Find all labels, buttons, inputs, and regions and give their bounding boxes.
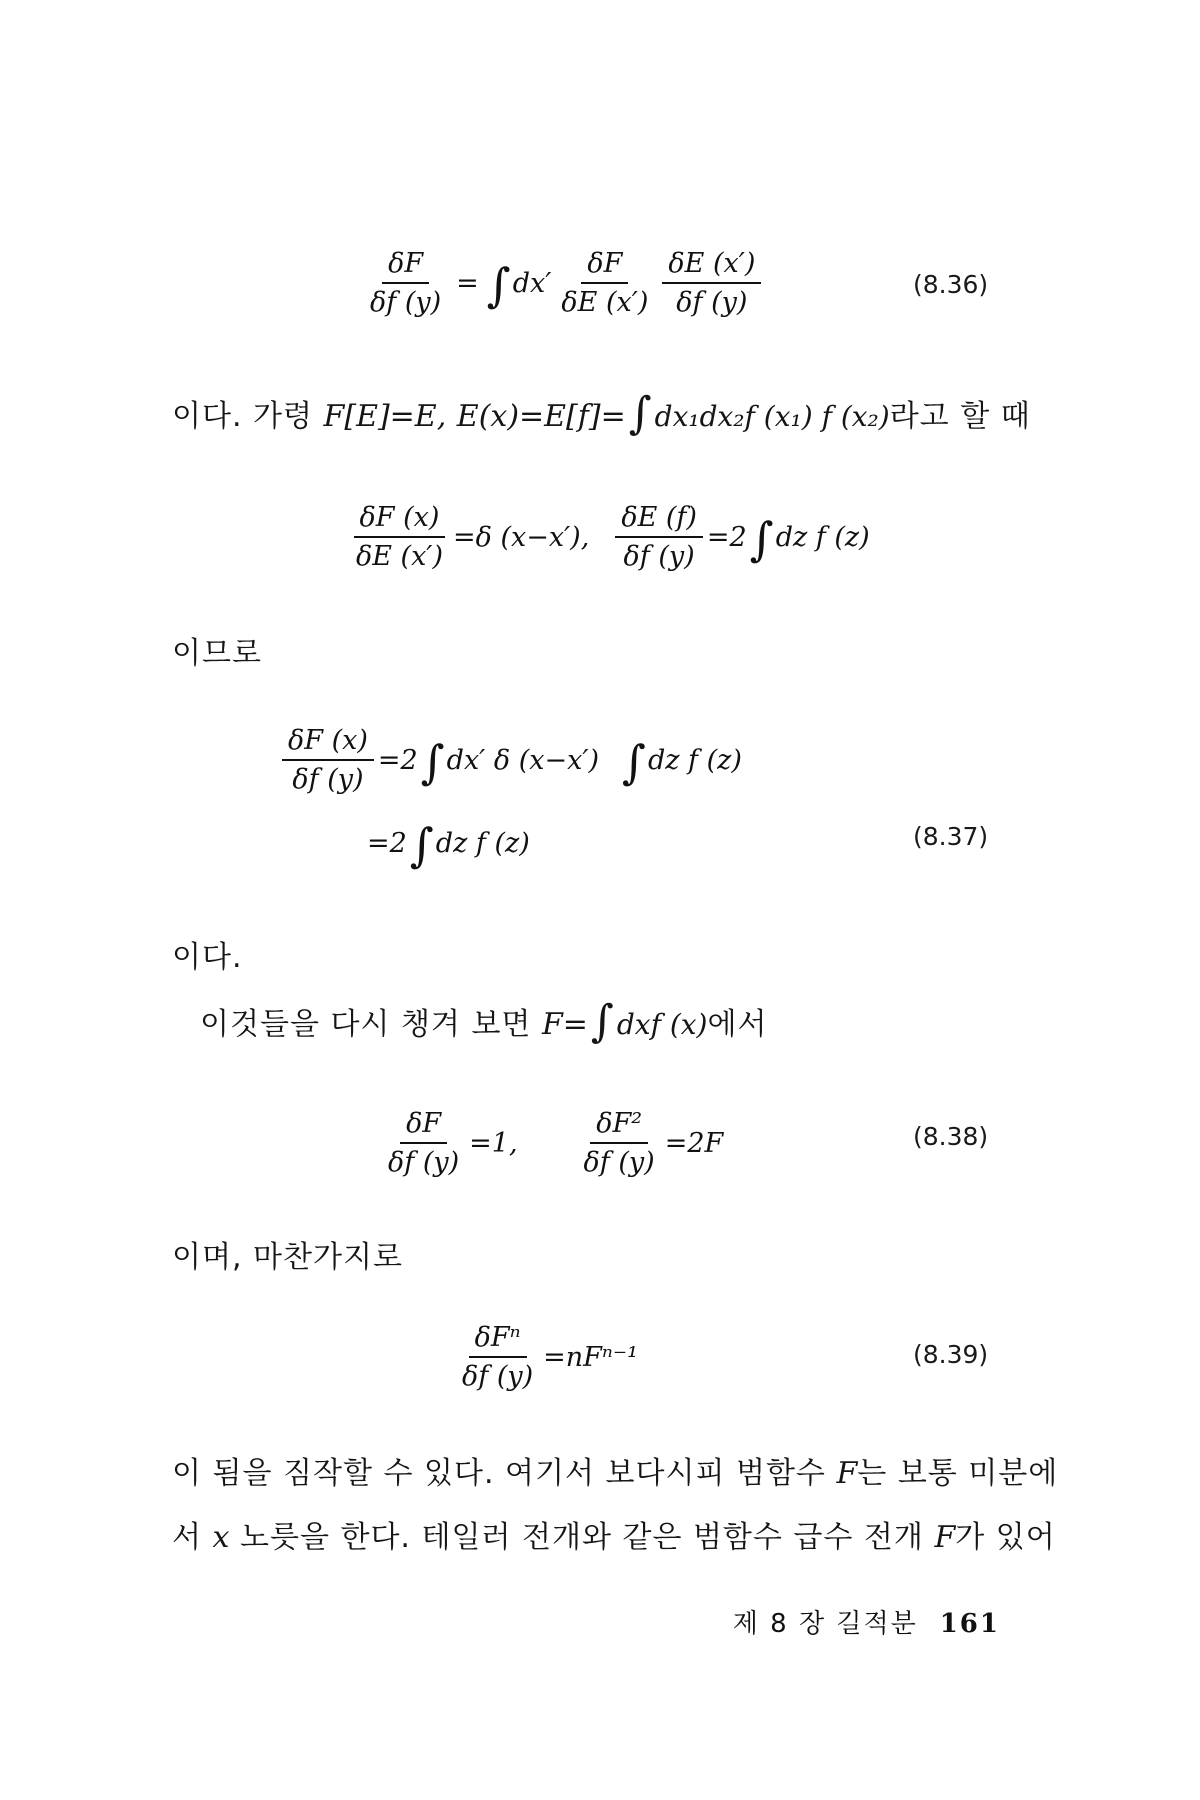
math-expression: x (212, 1520, 230, 1555)
math-expression: =2 (377, 744, 418, 776)
fraction (555, 248, 654, 318)
equation-number: (8.36) (913, 270, 989, 299)
equation-number: (8.39) (913, 1340, 989, 1369)
text: 서 (172, 1520, 202, 1555)
fraction (350, 502, 449, 572)
denominator: δf (y) (623, 541, 695, 573)
math-expression: F (934, 1520, 956, 1555)
denominator: δf (y) (370, 287, 442, 319)
math-expression: dxf (x) (616, 1008, 708, 1041)
equation-number: (8.37) (913, 822, 989, 851)
numerator: δE (f) (615, 502, 703, 538)
numerator: δF (x) (282, 725, 374, 761)
fraction (578, 1108, 661, 1178)
math-expression: dz f (z) (435, 827, 530, 859)
equation-8-36 (360, 248, 765, 318)
numerator: δE (x′) (662, 248, 761, 284)
equation-8-38 (378, 1108, 723, 1178)
denominator: δf (y) (462, 1361, 534, 1393)
differential: dx′ (512, 267, 552, 299)
denominator: δE (x′) (356, 541, 443, 573)
math-expression: dz f (z) (775, 521, 870, 553)
math-expression: dz f (z) (647, 744, 742, 776)
math-expression: dx′ δ (x−x′) (446, 744, 599, 776)
math-expression: =2 (706, 521, 747, 553)
paragraph (172, 388, 1031, 439)
fraction (662, 248, 761, 318)
integral-sign: ∫ (486, 258, 511, 313)
page-number: 161 (939, 1609, 1000, 1639)
text: 가 있어 (955, 1520, 1056, 1555)
denominator: δf (y) (583, 1147, 655, 1179)
text: 에서 (707, 1007, 768, 1042)
numerator: δF (x) (354, 502, 446, 538)
integral-sign: ∫ (590, 996, 615, 1047)
equation-number: (8.38) (913, 1122, 989, 1151)
math-expression: =δ (x−x′), (452, 521, 590, 553)
denominator: δf (y) (676, 287, 748, 319)
paragraph (172, 1512, 1056, 1556)
math-expression: =1, (469, 1127, 518, 1159)
math-expression: =2 (367, 827, 407, 859)
integral-sign: ∫ (409, 818, 434, 872)
text: 는 보통 미분에 (857, 1456, 1059, 1491)
text: 노릇을 한다. 테일러 전개와 같은 범함수 급수 전개 (240, 1520, 924, 1555)
fraction (615, 502, 703, 572)
text: 라고 할 때 (889, 399, 1031, 434)
fraction (382, 1108, 465, 1178)
integral-sign: ∫ (628, 388, 653, 439)
math-expression: F (836, 1456, 858, 1491)
chapter-title: 제 8 장 길적분 (732, 1609, 918, 1639)
denominator: δf (y) (292, 764, 364, 796)
integral-sign: ∫ (749, 512, 774, 567)
paragraph (200, 996, 768, 1047)
paragraph: 이므로 (172, 636, 262, 671)
numerator: δF (581, 248, 628, 284)
fraction (282, 725, 374, 795)
text: 이다. 가령 (172, 399, 313, 434)
equation-unnumbered (346, 502, 870, 572)
math-expression: =nFⁿ⁻¹ (543, 1341, 638, 1373)
integral-sign: ∫ (420, 735, 445, 790)
math-expression: =2F (664, 1127, 724, 1159)
math-expression: E(x)=E[f]= (456, 399, 626, 434)
equation-8-37-row-2 (367, 818, 530, 872)
integral-sign: ∫ (622, 735, 646, 790)
paragraph: 이며, 마찬가지로 (172, 1240, 403, 1275)
text: 이것들을 다시 챙겨 보면 (200, 1007, 532, 1042)
paragraph: 이다. (172, 940, 243, 975)
numerator: δF (400, 1108, 447, 1144)
text: 이 됨을 짐작할 수 있다. 여기서 보다시피 범함수 (172, 1456, 826, 1491)
paragraph (172, 1448, 1058, 1492)
math-expression: F= (541, 1007, 588, 1042)
numerator: δF (382, 248, 429, 284)
math-expression: F[E]=E, (323, 399, 447, 434)
equation-8-37-row-1 (278, 725, 742, 795)
numerator: δFⁿ (469, 1322, 527, 1358)
denominator: δf (y) (388, 1147, 460, 1179)
fraction (364, 248, 447, 318)
numerator: δF² (590, 1108, 648, 1144)
fraction (456, 1322, 539, 1392)
equation-8-39 (452, 1322, 638, 1392)
page-footer (733, 1603, 1000, 1640)
denominator: δE (x′) (561, 287, 649, 319)
equals-sign: = (456, 267, 479, 299)
math-expression: dx₁dx₂f (x₁) f (x₂) (654, 400, 890, 433)
